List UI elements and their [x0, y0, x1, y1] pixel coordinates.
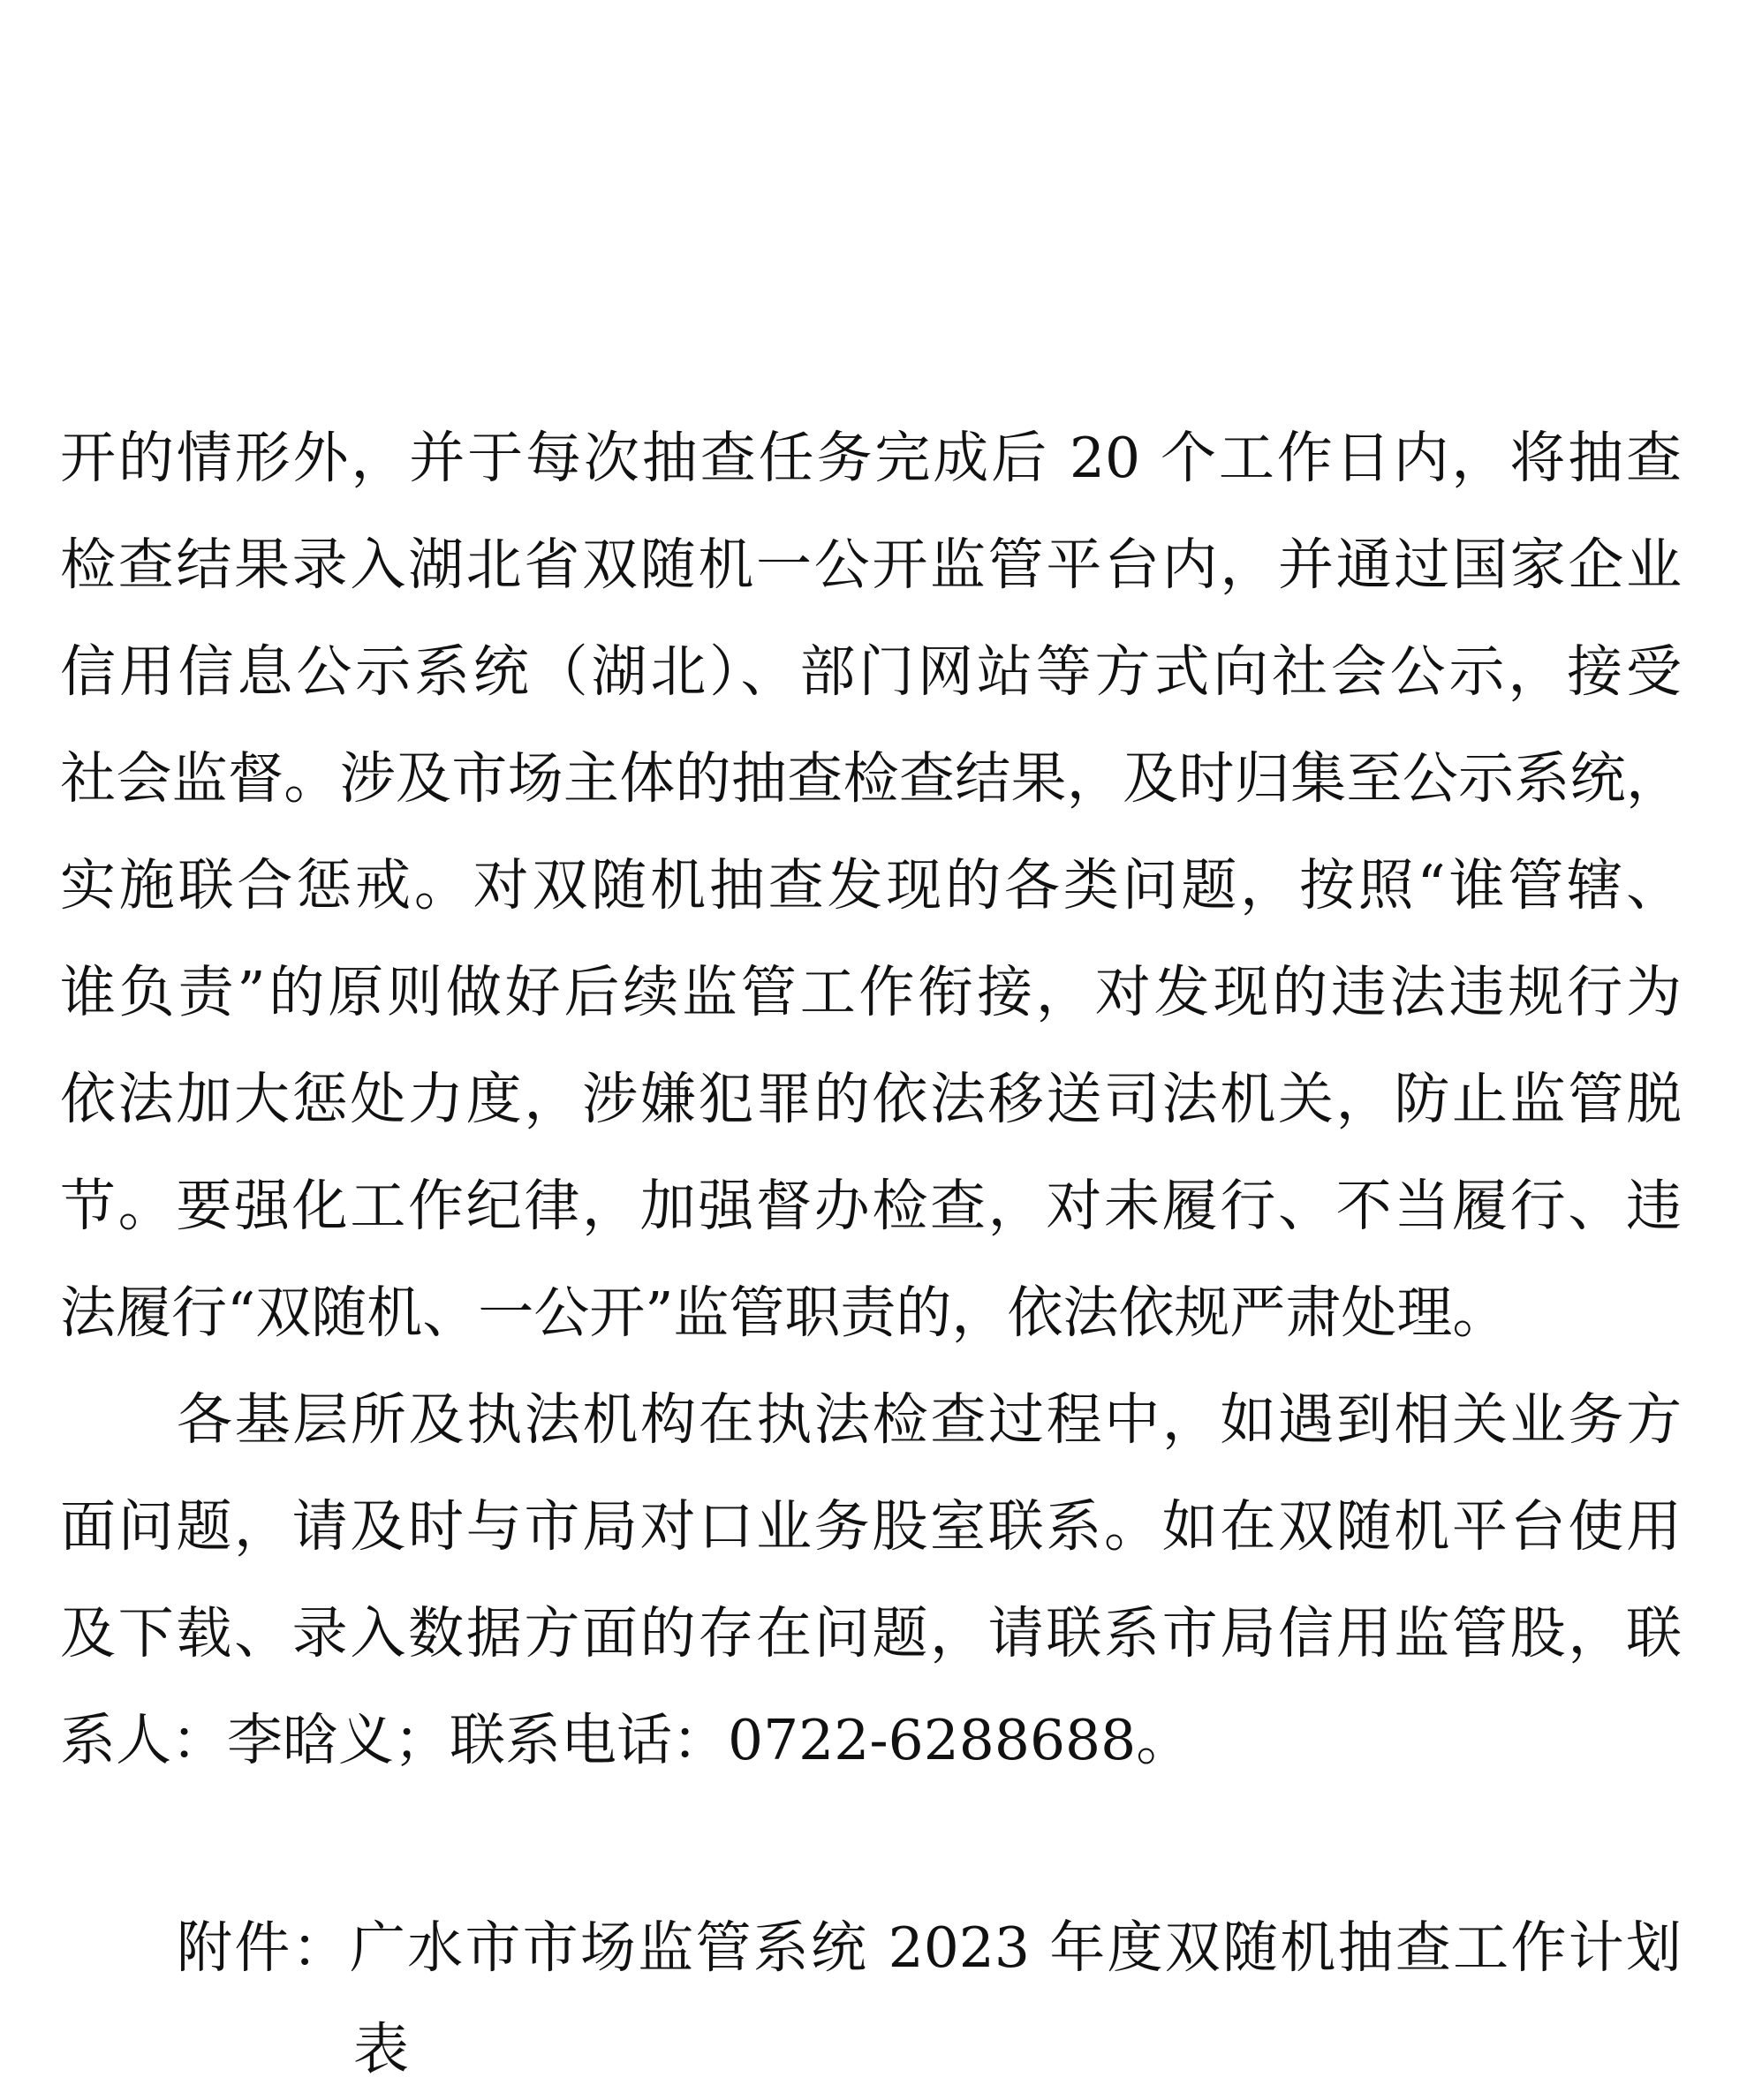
attachment-title: 广水市市场监管系统 2023 年度双随机抽查工作计划: [349, 1915, 1682, 1980]
paragraph-line: 信用信息公示系统（湖北）、部门网站等方式向社会公示，接受: [60, 639, 1682, 704]
paragraph-line: 系人：李晗义；联系电话：0722-6288688。: [60, 1708, 1192, 1772]
paragraph-line: 各基层所及执法机构在执法检查过程中，如遇到相关业务方: [177, 1387, 1682, 1452]
body-text: [60, 404, 1682, 1794]
paragraph-line: 检查结果录入湖北省双随机一公开监管平台内，并通过国家企业: [60, 533, 1682, 597]
attachment-label: 附件：: [177, 1915, 350, 1980]
attachment-line: [177, 1897, 1682, 1998]
paragraph-line: 社会监督。涉及市场主体的抽查检查结果，及时归集至公示系统，: [60, 746, 1682, 811]
paragraph-line: 法履行“双随机、一公开”监管职责的，依法依规严肃处理。: [60, 1280, 1509, 1345]
paragraph-line: 谁负责”的原则做好后续监管工作衔接，对发现的违法违规行为: [60, 960, 1682, 1024]
paragraph-line: 及下载、录入数据方面的存在问题，请联系市局信用监管股，联: [60, 1601, 1682, 1666]
paragraph-line: 开的情形外，并于每次抽查任务完成后 20 个工作日内，将抽查: [60, 426, 1682, 490]
attachment-title-continued: 表: [353, 2017, 409, 2081]
attachment-note: [177, 1897, 1682, 2100]
paragraph-line: 实施联合惩戒。对双随机抽查发现的各类问题，按照“谁管辖、: [60, 853, 1682, 918]
paragraph-line: 依法加大惩处力度，涉嫌犯罪的依法移送司法机关，防止监管脱: [60, 1067, 1682, 1131]
paragraph-line: 节。要强化工作纪律，加强督办检查，对未履行、不当履行、违: [60, 1174, 1682, 1238]
paragraph-line: 面问题，请及时与市局对口业务股室联系。如在双随机平台使用: [60, 1494, 1682, 1559]
